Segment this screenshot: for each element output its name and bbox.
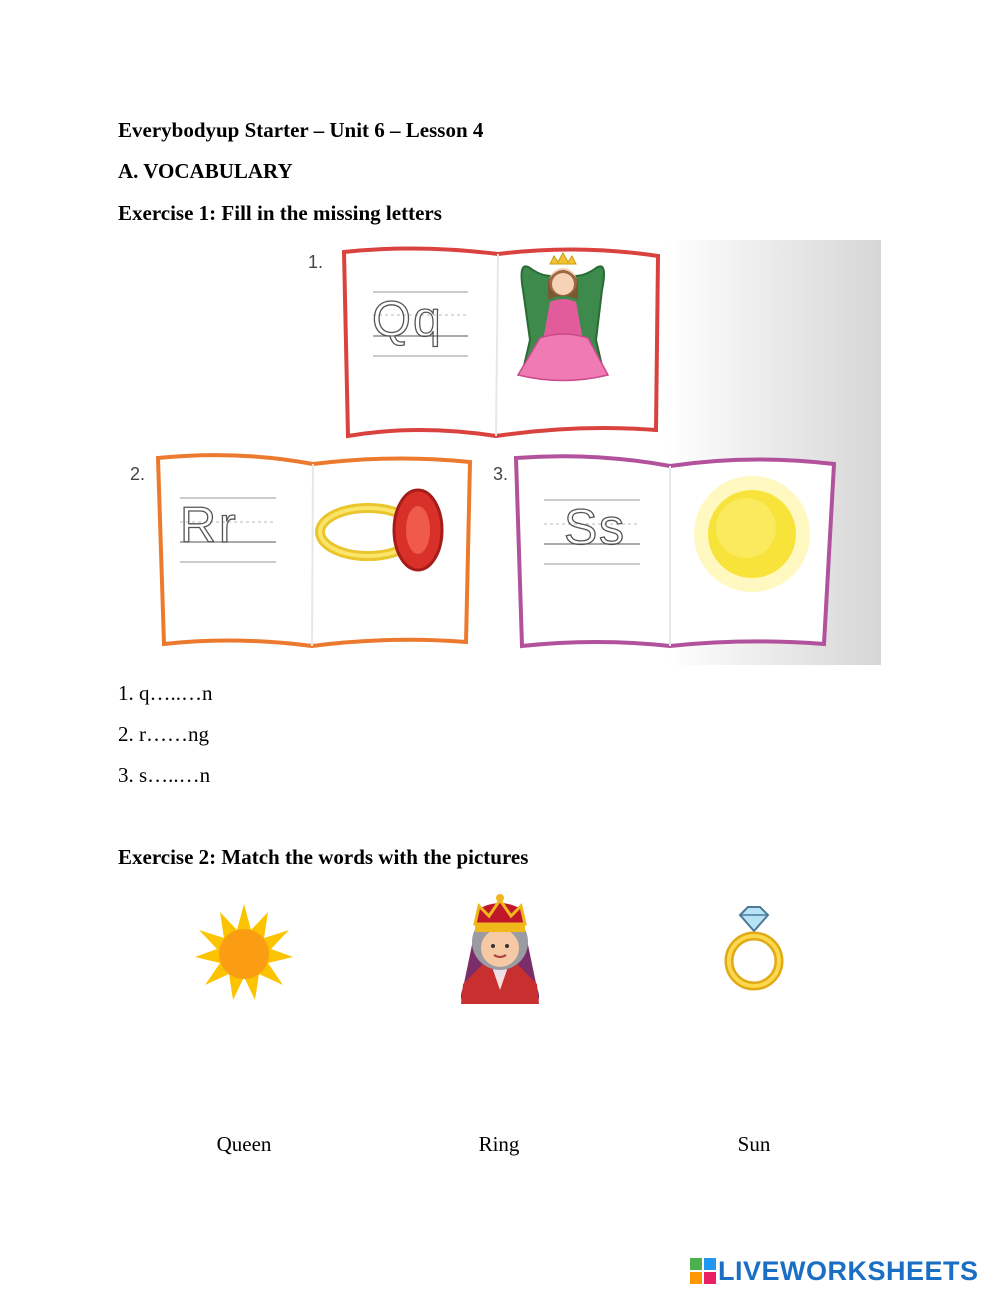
queen-icon [455,892,545,1006]
letter-upper: S [564,499,598,555]
book-number: 3. [493,464,509,484]
ring-icon [722,905,786,995]
letter-lower: q [413,291,441,347]
sun-picture-icon [694,476,810,592]
fill-item-2: 2. r……ng [118,722,209,746]
logo-icon [690,1258,716,1284]
queen-on-throne-icon [518,253,608,381]
book-number: 1. [308,252,324,272]
worksheet-title: Everybodyup Starter – Unit 6 – Lesson 4 [118,118,484,142]
book-sun [493,456,834,646]
logo-text: LIVEWORKSHEETS [718,1255,979,1286]
section-heading: A. VOCABULARY [118,159,293,183]
book-number: 2. [130,464,146,484]
letter-upper: Q [372,291,411,347]
book-queen [308,248,658,436]
fill-item-1: 1. q…..…n [118,681,213,705]
fill-item-3: 3. s…..…n [118,763,211,787]
match-word-2[interactable]: Ring [478,1132,520,1156]
exercise1-heading: Exercise 1: Fill in the missing letters [118,201,442,225]
match-word-3[interactable]: Sun [737,1132,771,1156]
letter-lower: r [219,497,236,553]
book-ring [130,455,470,646]
exercise2-heading: Exercise 2: Match the words with the pictures [118,845,529,869]
alphabet-books-illustration [118,240,881,665]
letter-upper: R [180,497,217,553]
liveworksheets-logo [690,1254,979,1288]
match-word-1[interactable]: Queen [216,1132,272,1156]
letter-lower: s [599,499,624,555]
sun-icon [193,902,295,1004]
